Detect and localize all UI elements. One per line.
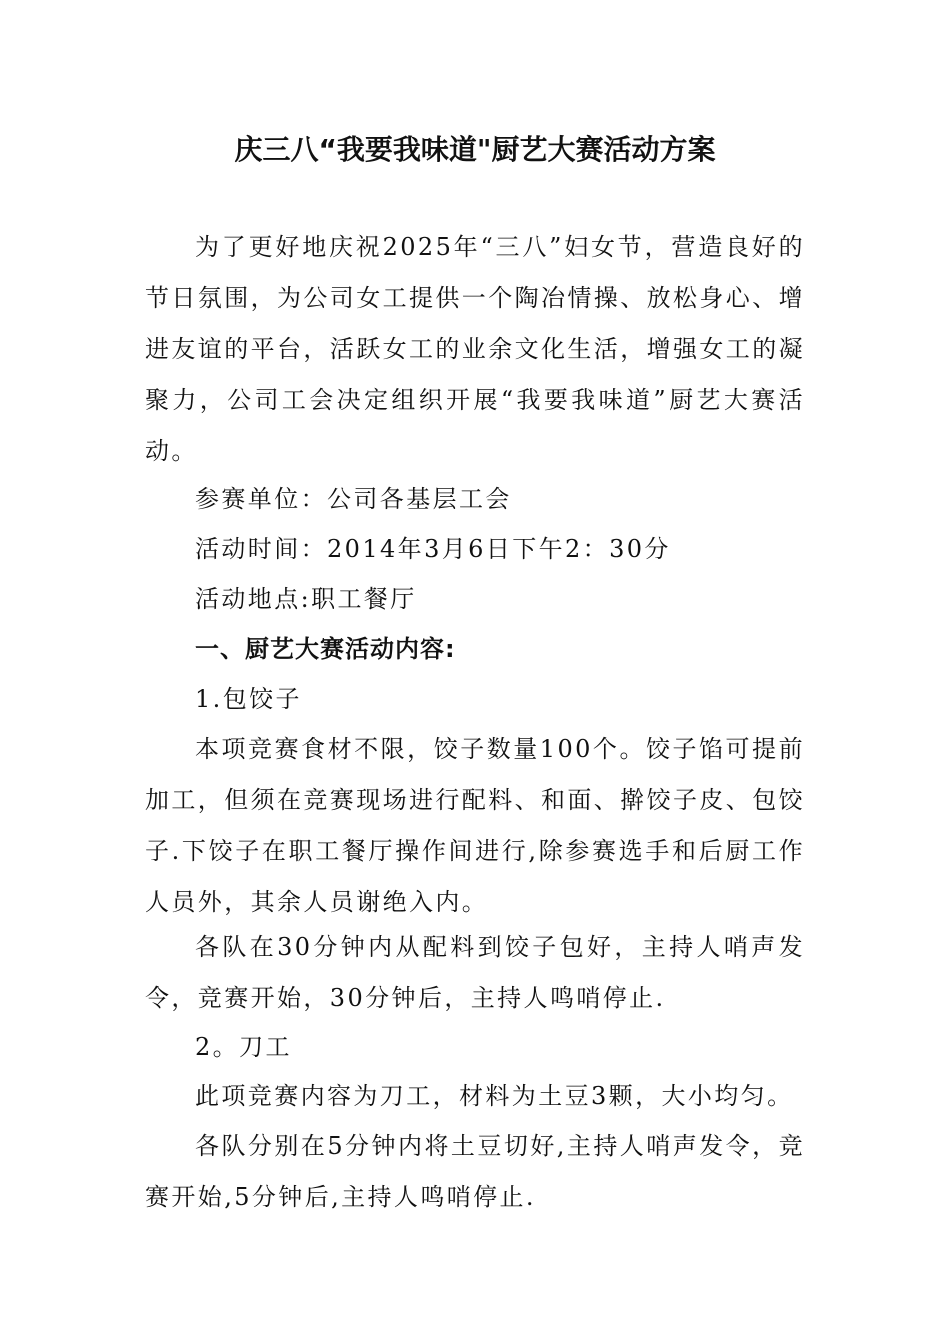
- item2-rule: 各队分别在5分钟内将土豆切好,主持人哨声发令，竞赛开始,5分钟后,主持人鸣哨停止.: [145, 1132, 805, 1211]
- time-line: 活动时间：2014年3月6日下午2：30分: [195, 535, 671, 563]
- intro-paragraph: 为了更好地庆祝2025年“三八”妇女节，营造良好的节日氛围，为公司女工提供一个陶冶情操、放松身心、增进友谊的平台，活跃女工的业余文化生活，增强女工的凝聚力，公司工会决定组织开展“我要我味道”厨艺大赛活动。: [145, 233, 805, 465]
- item1-title: 1.包饺子: [195, 685, 302, 713]
- item2-description: 此项竞赛内容为刀工，材料为土豆3颗，大小均匀。: [195, 1082, 794, 1110]
- item2-title: 2。刀工: [195, 1033, 292, 1061]
- document-title: 庆三八“我要我味道"厨艺大赛活动方案: [234, 133, 716, 166]
- item1-rule: 各队在30分钟内从配料到饺子包好，主持人哨声发令，竞赛开始，30分钟后，主持人鸣哨停止.: [145, 933, 805, 1012]
- item1-description: 本项竞赛食材不限，饺子数量100个。饺子馅可提前加工，但须在竞赛现场进行配料、和面、擀饺子皮、包饺子.下饺子在职工餐厅操作间进行,除参赛选手和后厨工作人员外，其余人员谢绝入内。: [145, 735, 805, 916]
- location-line: 活动地点:职工餐厅: [195, 585, 417, 613]
- participants-line: 参赛单位：公司各基层工会: [195, 485, 512, 513]
- section-heading: 一、厨艺大赛活动内容:: [195, 635, 456, 663]
